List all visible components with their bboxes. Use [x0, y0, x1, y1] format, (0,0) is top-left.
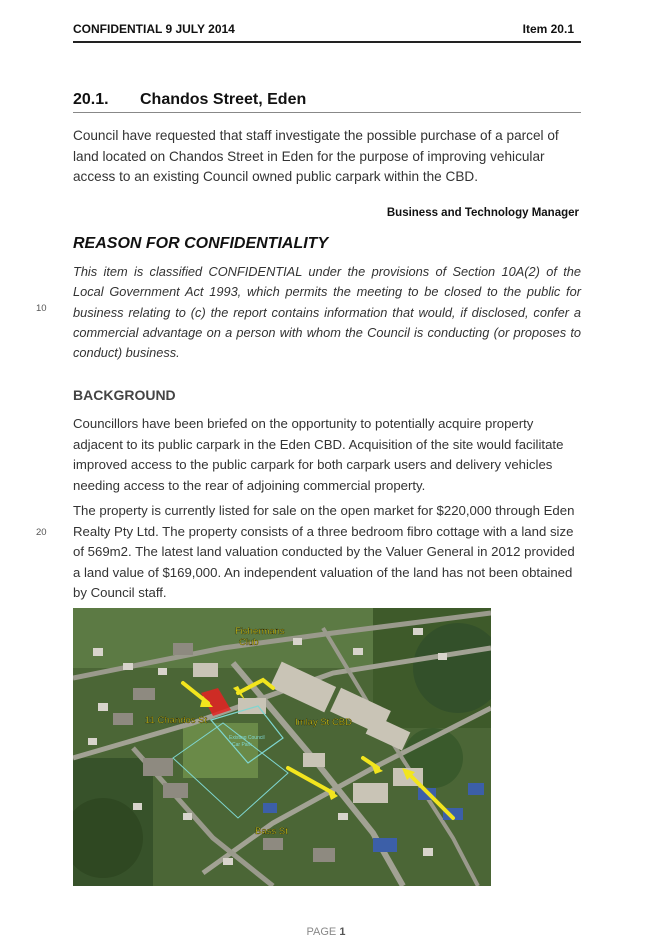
- header-divider: [73, 41, 581, 43]
- header-item-number: Item 20.1: [522, 22, 574, 36]
- background-paragraph-2: The property is currently listed for sale on the open market for $220,000 through Eden Realty Pty Ltd. The property consists of a three bedroom fibro cottage with a land size of 569m2. The latest land valuation conducted by the Valuer General in 2012 provided a land value of $169,000. An independent valuation of the land has not been obtained by Council staff.: [73, 503, 575, 600]
- reason-heading: REASON FOR CONFIDENTIALITY: [73, 235, 329, 252]
- intro-paragraph: Council have requested that staff investigate the possible purchase of a parcel of land located on Chandos Street in Eden for the purpose of improving vehicular access to an existing Council owned public carpark within the CBD.: [73, 128, 559, 184]
- aerial-photo: [73, 608, 491, 886]
- header-confidential-date: CONFIDENTIAL 9 JULY 2014: [73, 22, 235, 36]
- page-footer: [0, 926, 652, 938]
- line-number: 20: [36, 527, 47, 538]
- footer-page-number: 1: [339, 926, 346, 938]
- section-number: 20.1.: [73, 91, 109, 108]
- line-number: 10: [36, 303, 47, 314]
- label-imlay-st-cbd: Imlay St CBD: [295, 717, 353, 728]
- label-car-park-2: Car Park: [232, 742, 252, 748]
- label-fishermans-club-1: Fishermans: [235, 626, 285, 637]
- report-author: Business and Technology Manager: [386, 207, 579, 219]
- label-fishermans-club-2: Club: [239, 637, 259, 648]
- reason-paragraph: This item is classified CONFIDENTIAL under the provisions of Section 10A(2) of the Local Government Act 1993, which permits the meeting to be closed to the public for business relating to (c) the report contains information that would, if disclosed, confer a commercial advantage on a person with whom the Council is conducting (or proposes to conduct) business.: [73, 264, 581, 361]
- footer-page-label: PAGE: [306, 926, 337, 938]
- label-car-park-1: Existing Council: [229, 735, 265, 741]
- section-title: [73, 91, 581, 113]
- background-heading: BACKGROUND: [73, 387, 176, 403]
- section-title-text: Chandos Street, Eden: [140, 91, 307, 108]
- background-paragraph-1: Councillors have been briefed on the opportunity to potentially acquire property adjacent to its public carpark in the Eden CBD. Acquisition of the site would facilitate improved access to the public carpark for both carpark users and delivery vehicles needing access to the rear of adjoining commercial property.: [73, 416, 564, 493]
- label-chandos-st: 11 Chandos St: [145, 715, 208, 726]
- label-bass-st: Bass St: [255, 826, 288, 837]
